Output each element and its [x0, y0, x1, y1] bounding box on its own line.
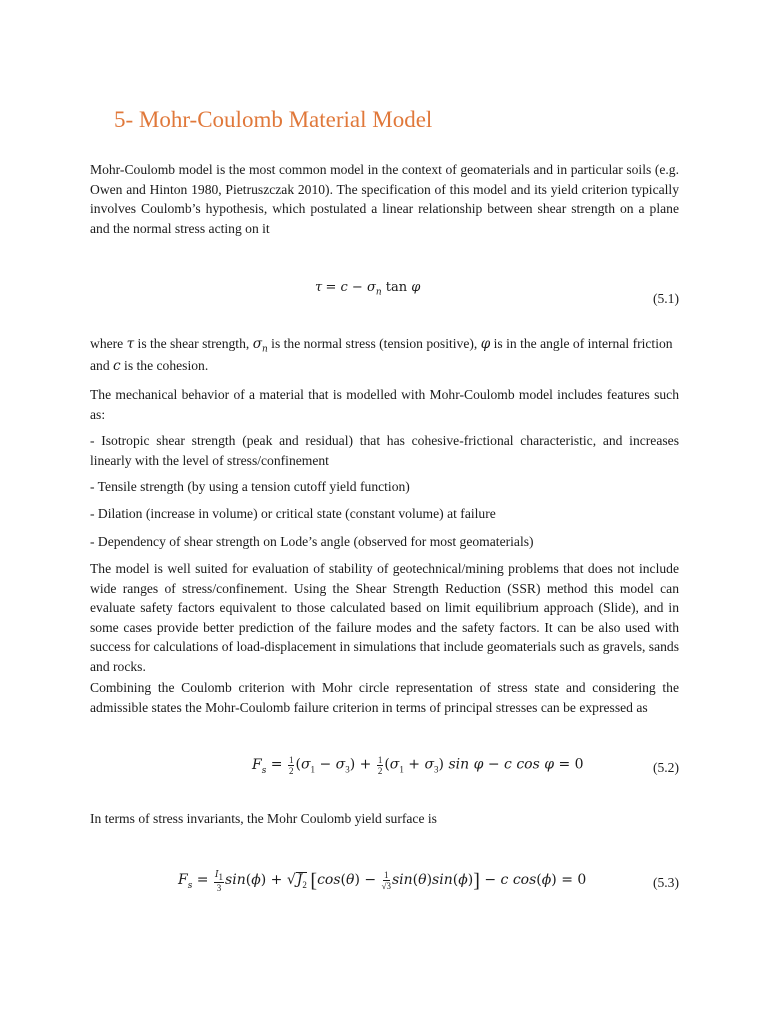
feature-item: - Dependency of shear strength on Lode’s angle (observed for most geomaterials)	[90, 534, 534, 549]
feature-item: - Dilation (increase in volume) or critical state (constant volume) at failure	[90, 506, 496, 521]
invariants-line: In terms of stress invariants, the Mohr Coulomb yield surface is	[90, 811, 437, 826]
feature-item: - Tensile strength (by using a tension cutoff yield function)	[90, 479, 410, 494]
section-heading: 5- Mohr-Coulomb Material Model	[114, 107, 433, 132]
combining-paragraph: Combining the Coulomb criterion with Mohr circle representation of stress state and considering the admissible states the Mohr-Coulomb failure criterion in terms of principal stresses can be expressed as	[90, 680, 679, 715]
equation-5-2: $F_s$ = $\frac{1}{2}$ $(\sigma_1 - \sigma_3)$ + $\frac{1}{2}$ $(\sigma_1 + \sigma_3)$ sin φ − c cos φ = 0	[252, 755, 584, 776]
feature-item: - Isotropic shear strength (peak and residual) that has cohesive-frictional characteristic, and increases linearly with the level of stress/confinement	[90, 433, 679, 468]
where-line-1: where τ is the shear strength, $\sigma_n$ is the normal stress (tension positive), φ is in the angle of internal friction	[90, 336, 673, 355]
equation-number-5-2: (5.2)	[652, 760, 679, 775]
equation-number-5-1: (5.1)	[652, 291, 679, 306]
mechanical-paragraph: The mechanical behavior of a material that is modelled with Mohr-Coulomb model includes features such as:	[90, 387, 679, 422]
equation-5-1: $\tau = c - \sigma_n$ tan φ	[315, 280, 421, 298]
equation-5-3: $F_s$ = $\frac{I_1}{3}$ $\sin(\phi) + √J_2$ [cos(θ) − $\frac{1}{√3}$ sin(θ)sin(ϕ)] − c cos(ϕ) = 0	[178, 870, 587, 893]
equation-number-5-3: (5.3)	[652, 875, 679, 890]
ssr-paragraph: The model is well suited for evaluation of stability of geotechnical/mining problems that does not include wide ranges of stress/confinement. Using the Shear Strength Reduction (SSR) method this model can evaluate safety factors equivalent to those calculated based on limit equilibrium approach (Slide), and in some cases provide better prediction of the failure modes and the safety factors. It can be also used with success for calculations of load-displacement in simulations that include geomaterials such as gravels, sands and rocks.	[90, 561, 679, 674]
intro-paragraph: Mohr-Coulomb model is the most common model in the context of geomaterials and in particular soils (e.g. Owen and Hinton 1980, Pietruszczak 2010). The specification of this model and its yield criterion typically involves Coulomb’s hypothesis, which postulated a linear relationship between shear strength on a plane and the normal stress acting on it	[90, 162, 679, 236]
where-line-2: and c is the cohesion.	[90, 358, 209, 374]
